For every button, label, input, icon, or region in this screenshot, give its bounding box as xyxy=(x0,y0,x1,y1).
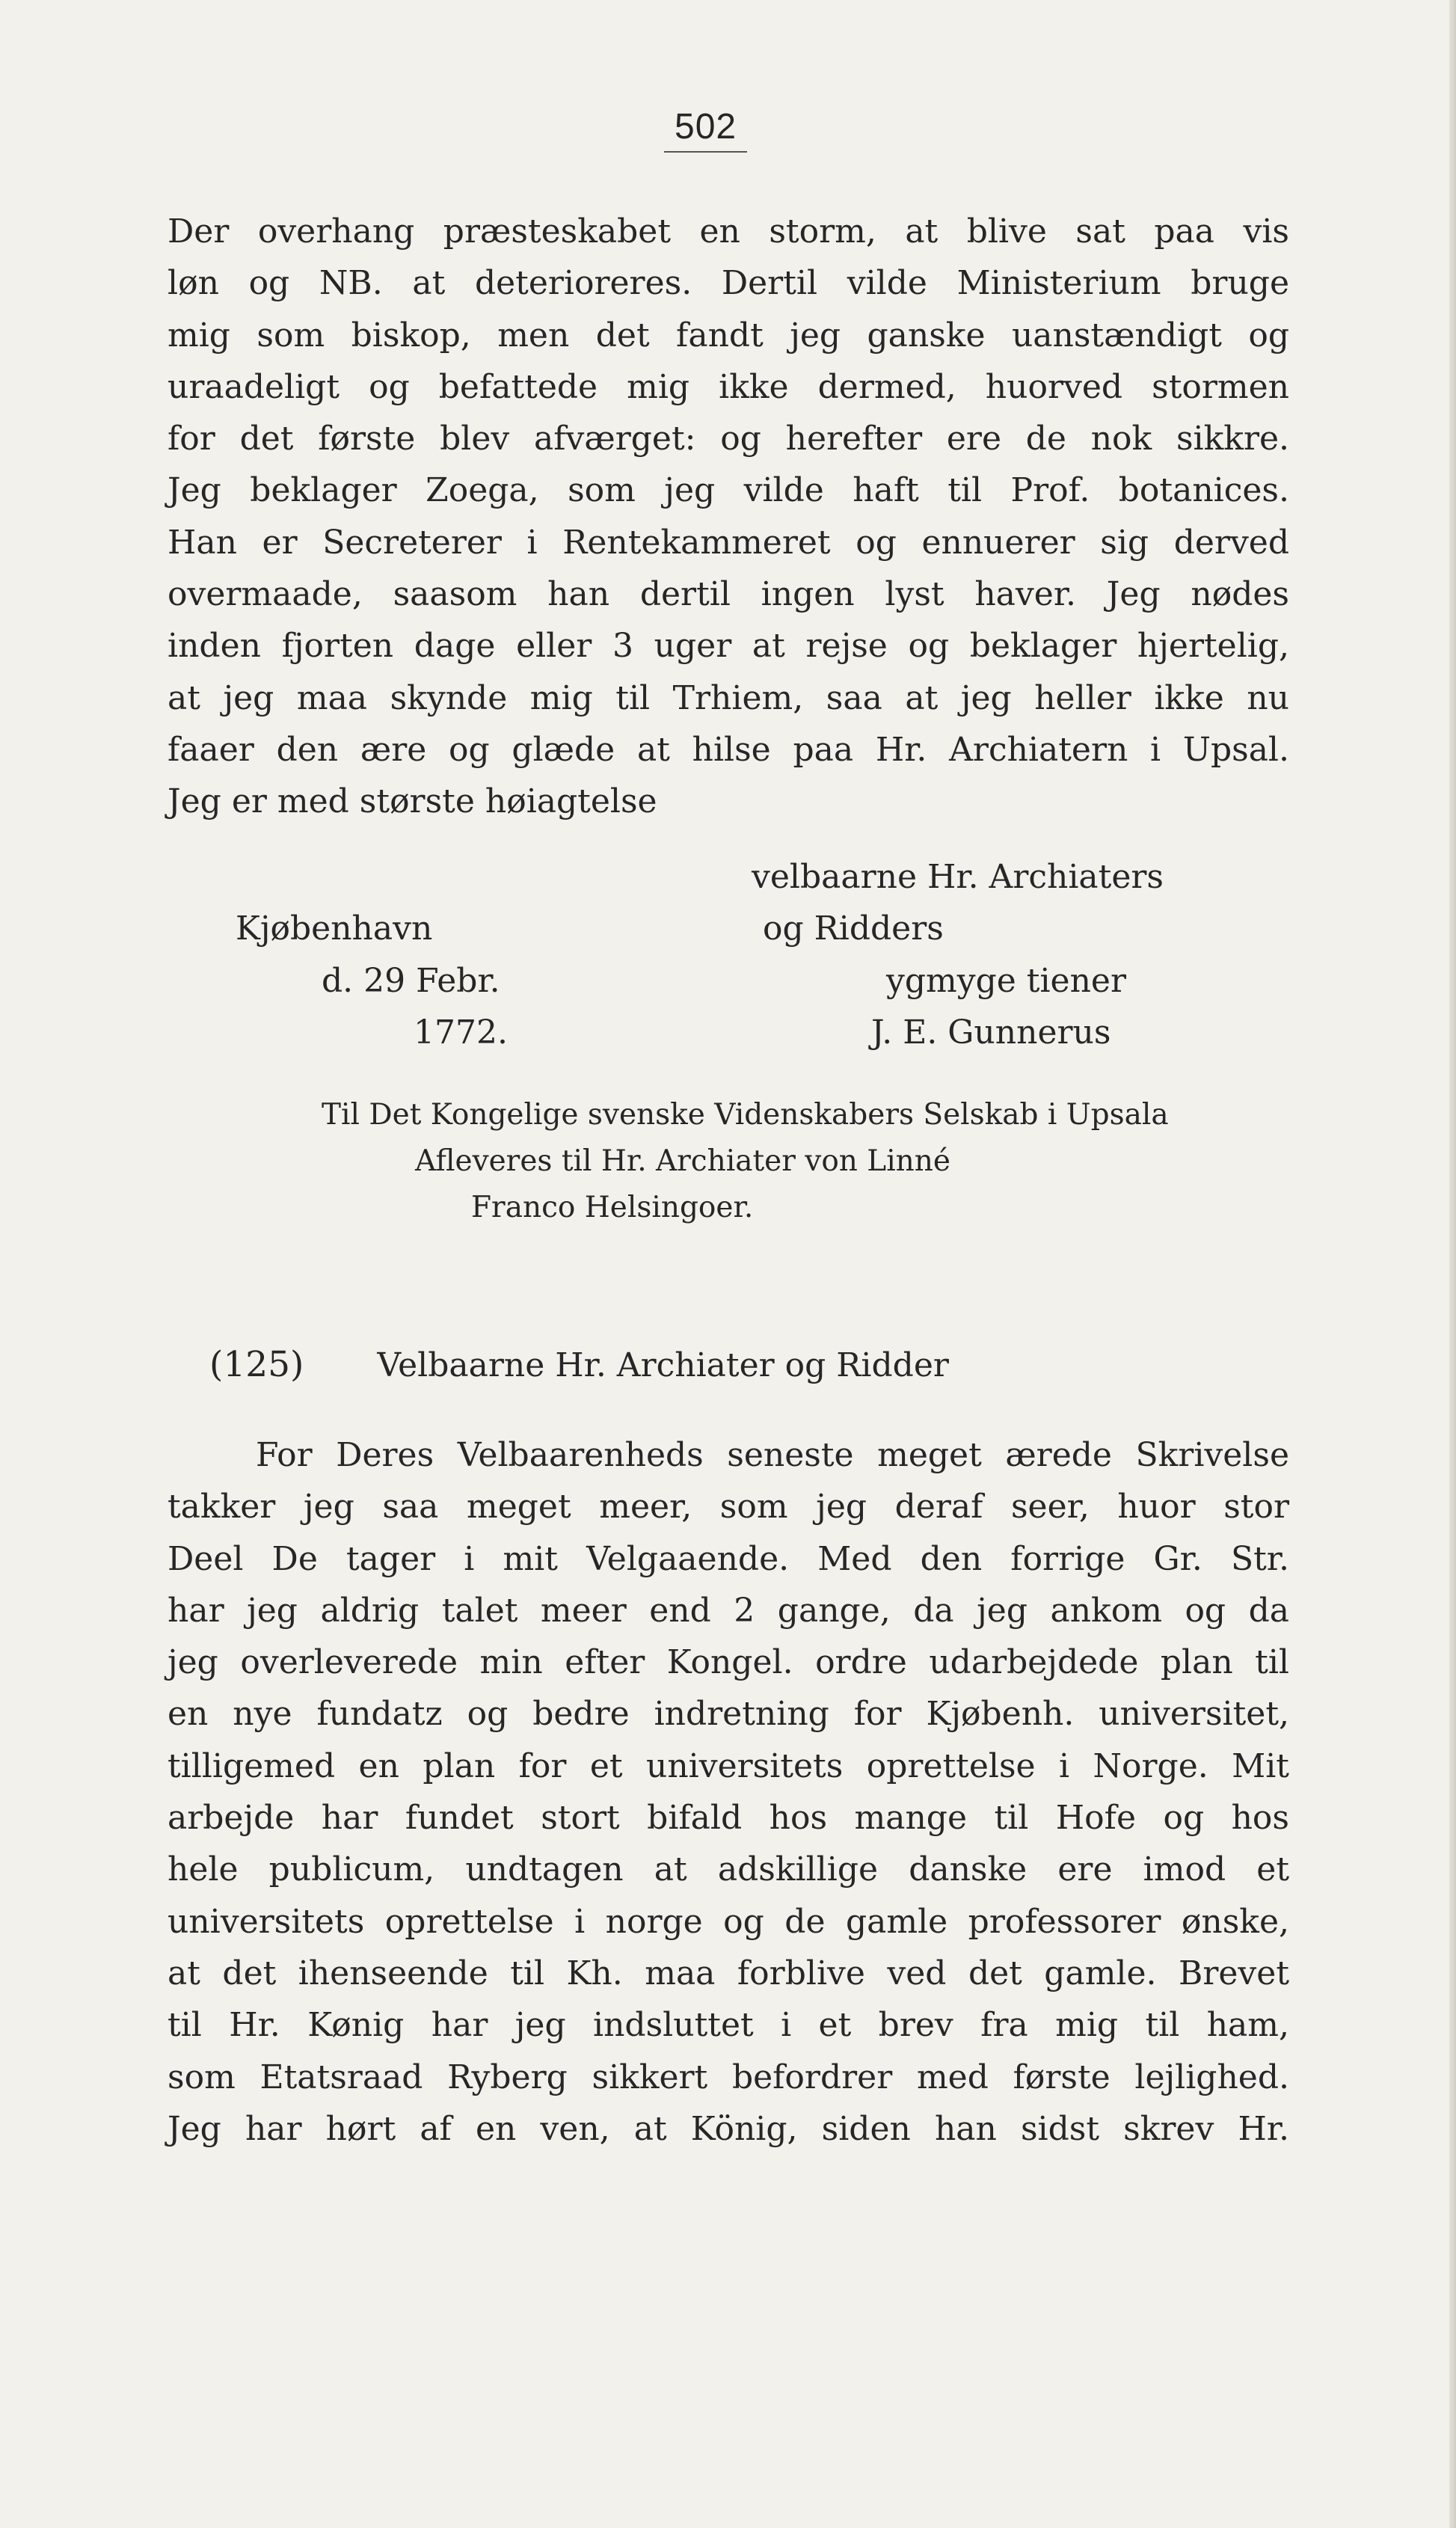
text-line: som Etatsraad Ryberg sikkert befordrer med første lejlighed. xyxy=(168,2058,1289,2096)
signature-year: 1772. xyxy=(414,1013,508,1052)
text-line: for det første blev afværget: og herefter ere de nok sikkre. xyxy=(168,420,1289,458)
signature-line: ygmyge tiener xyxy=(886,962,1126,1000)
text-line: uraadeligt og befattede mig ikke dermed, huorved stormen xyxy=(168,367,1289,406)
text-line: arbejde har fundet stort bifald hos mange til Hofe og hos xyxy=(168,1799,1289,1838)
signature-place: Kjøbenhavn xyxy=(236,909,433,948)
letter-number: (125) xyxy=(209,1344,304,1385)
text-line: faaer den ære og glæde at hilse paa Hr. Archiatern i Upsal. xyxy=(168,730,1289,769)
page-edge-shadow xyxy=(1449,0,1456,2528)
letter-heading xyxy=(209,1339,949,1392)
text-line: inden fjorten dage eller 3 uger at rejse og beklager hjertelig, xyxy=(168,627,1289,666)
text-line: Deel De tager i mit Velgaaende. Med den forrige Gr. Str. xyxy=(168,1539,1289,1578)
text-line: mig som biskop, men det fandt jeg ganske uanstændigt og xyxy=(168,316,1289,355)
signature-name: J. E. Gunnerus xyxy=(871,1013,1111,1052)
address-line: Afleveres til Hr. Archiater von Linné xyxy=(415,1144,950,1178)
text-line: overmaade, saasom han dertil ingen lyst haver. Jeg nødes xyxy=(168,575,1289,614)
text-line: For Deres Velbaarenheds seneste meget ærede Skrivelse xyxy=(256,1436,1289,1474)
address-line: Til Det Kongelige svenske Videnskabers Selskab i Upsala xyxy=(322,1098,1169,1132)
text-line: løn og NB. at deterioreres. Dertil vilde Ministerium bruge xyxy=(168,264,1289,303)
address-line: Franco Helsingoer. xyxy=(471,1191,754,1224)
page-number: 502 xyxy=(664,105,747,153)
signature-line: og Ridders xyxy=(763,909,944,948)
text-line: takker jeg saa meget meer, som jeg deraf seer, huor stor xyxy=(168,1488,1289,1527)
text-line: at det ihenseende til Kh. maa forblive ved det gamle. Brevet xyxy=(168,1954,1289,1992)
text-line: til Hr. Kønig har jeg indsluttet i et brev fra mig til ham, xyxy=(168,2006,1289,2045)
letter-salutation: Velbaarne Hr. Archiater og Ridder xyxy=(377,1346,949,1384)
text-line: jeg overleverede min efter Kongel. ordre udarbejdede plan til xyxy=(168,1643,1289,1682)
letter-body-paragraph xyxy=(168,206,1289,828)
signature-date: d. 29 Febr. xyxy=(322,962,500,1000)
text-line: at jeg maa skynde mig til Trhiem, saa at jeg heller ikke nu xyxy=(168,678,1289,717)
text-line: Jeg har hørt af en ven, at König, siden han sidst skrev Hr. xyxy=(168,2109,1289,2148)
text-line: har jeg aldrig talet meer end 2 gange, da jeg ankom og da xyxy=(168,1591,1289,1630)
text-line: Der overhang præsteskabet en storm, at blive sat paa vis xyxy=(168,212,1289,251)
text-line: en nye fundatz og bedre indretning for Kjøbenh. universitet, xyxy=(168,1695,1289,1734)
letter-body-paragraph xyxy=(168,1429,1289,2155)
text-line: tilligemed en plan for et universitets oprettelse i Norge. Mit xyxy=(168,1746,1289,1785)
text-line: universitets oprettelse i norge og de gamle professorer ønske, xyxy=(168,1902,1289,1941)
signature-line: velbaarne Hr. Archiaters xyxy=(752,858,1164,896)
text-line: Han er Secreterer i Rentekammeret og ennuerer sig derved xyxy=(168,523,1289,562)
text-line: hele publicum, undtagen at adskillige danske ere imod et xyxy=(168,1850,1289,1889)
text-line: Jeg beklager Zoega, som jeg vilde haft til Prof. botanices. xyxy=(168,471,1289,510)
text-line: Jeg er med største høiagtelse xyxy=(168,782,657,821)
